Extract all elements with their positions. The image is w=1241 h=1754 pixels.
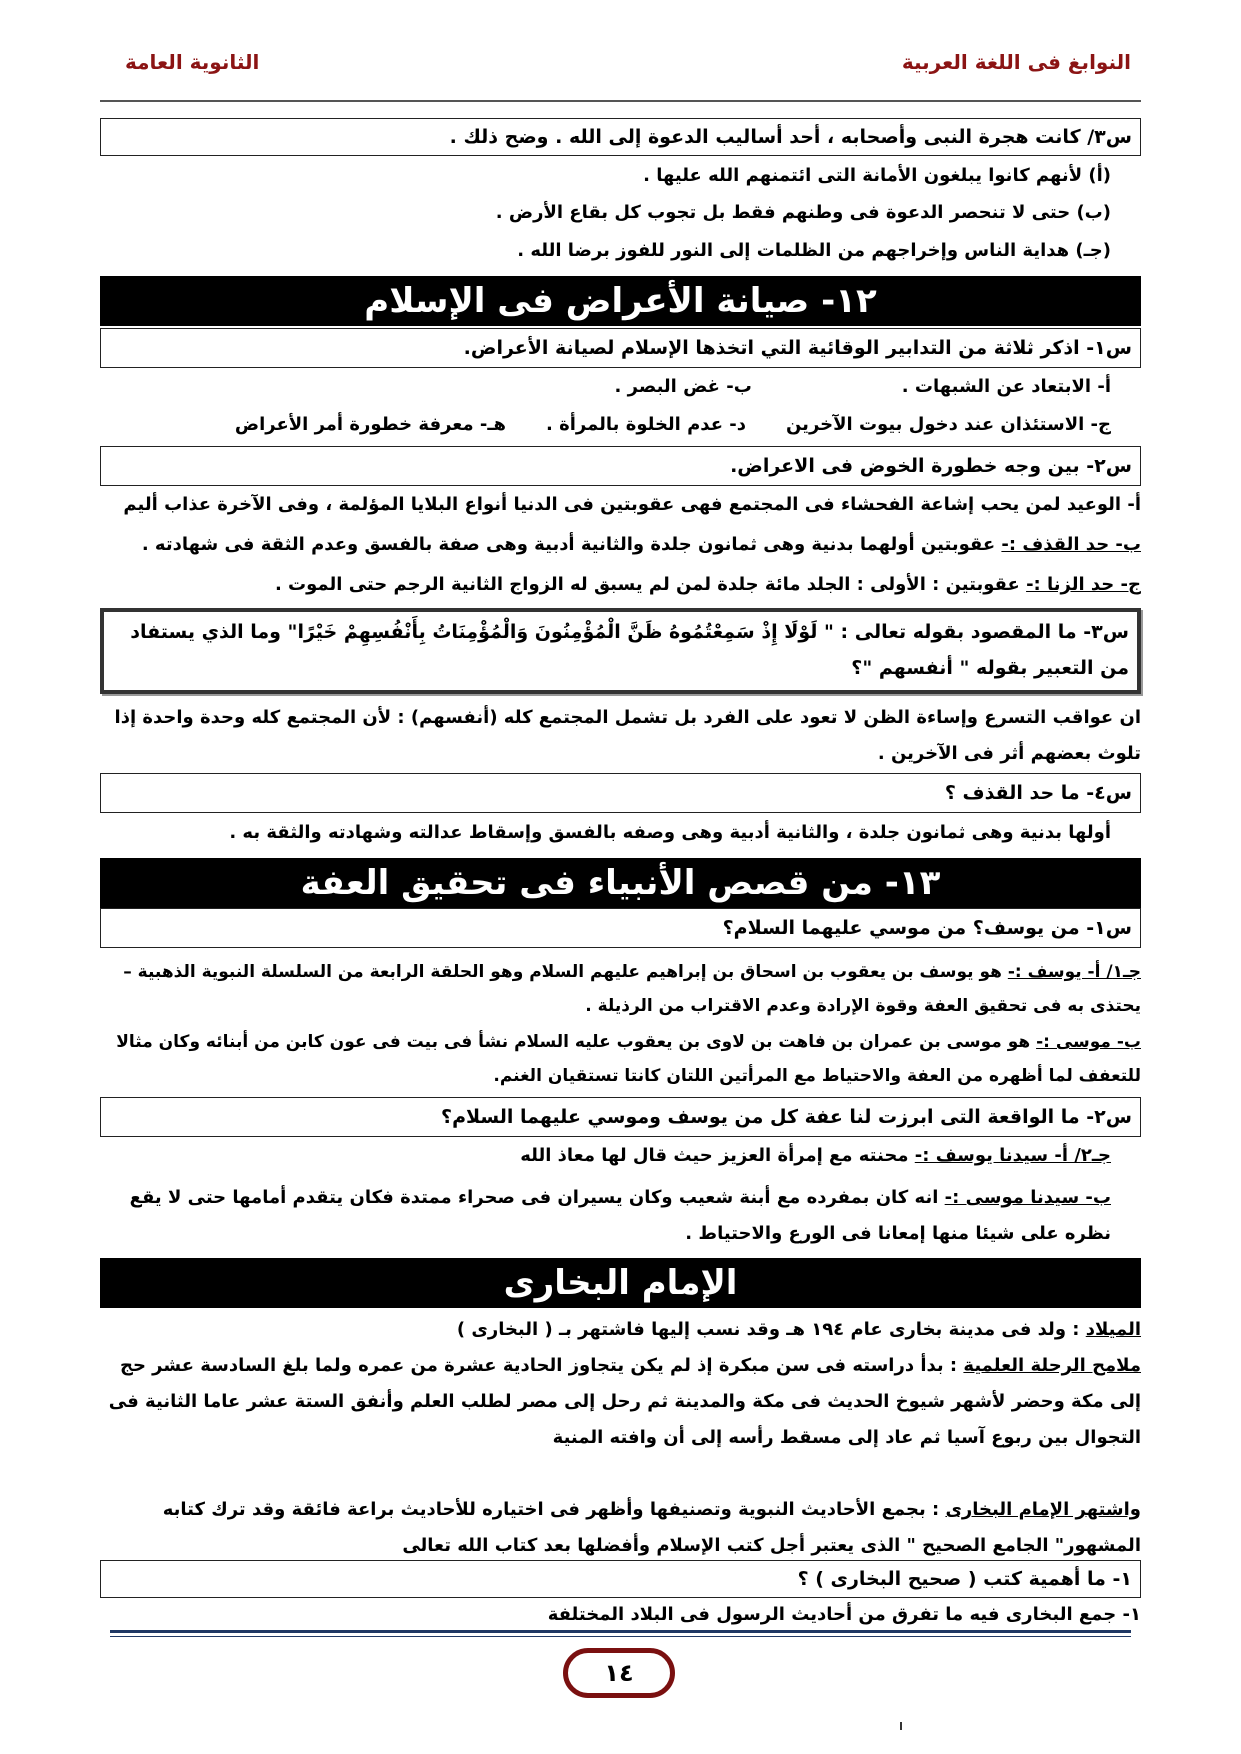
page-number: ١٤	[563, 1648, 675, 1698]
header-divider	[100, 100, 1141, 102]
answer-text: : بدأ دراسته فى سن مبكرة إذ لم يكن يتجاوز الحادية عشرة من عمره ولما بلغ السادسة عشر حج إلى مكة وحضر لأشهر شيوخ الحديث فى مكة والمدينة ثم رحل إلى مصر لطلب العلم وأنفق الستة عشر عاما الثانية فى التجوال بين ربوع آسيا ثم عاد إلى مسقط رأسه إلى أن وافته المنية	[108, 1355, 1141, 1448]
question-box: س٢- ما الواقعة التى ابرزت لنا عفة كل من يوسف وموسي عليهما السلام؟	[100, 1097, 1141, 1137]
answer-paragraph	[100, 1312, 1141, 1348]
answer-paragraph	[100, 955, 1141, 1023]
term-label: ب- حد القذف :-	[1001, 534, 1141, 555]
answer-line	[100, 1145, 1111, 1166]
answer-line: (جـ) هداية الناس وإخراجهم من الظلمات إلى النور للفوز برضا الله .	[517, 240, 1111, 261]
header-title-left: الثانوية العامة	[125, 50, 260, 74]
answer-item: ب- غض البصر .	[614, 376, 752, 397]
section-heading: ١٣- من قصص الأنبياء فى تحقيق العفة	[100, 858, 1141, 908]
question-box: س٤- ما حد القذف ؟	[100, 773, 1141, 813]
answer-text: انه كان بمفرده مع أبنة شعيب وكان يسيران فى صحراء ممتدة فكان يتقدم أمامها حتى لا يقع نظره على شيئا منها إمعانا فى الورع والاحتياط .	[129, 1187, 1111, 1244]
answer-paragraph	[100, 1025, 1141, 1093]
question-box: س٣/ كانت هجرة النبى وأصحابه ، أحد أساليب الدعوة إلى الله . وضح ذلك .	[100, 118, 1141, 156]
answer-text: محنته مع إمرأة العزيز حيث قال لها معاذ الله	[520, 1145, 915, 1166]
answer-line: (أ) لأنهم كانوا يبلغون الأمانة التى ائتمنهم الله عليها .	[643, 165, 1111, 186]
question-box: س٣- ما المقصود بقوله تعالى : " لَوْلَا إِذْ سَمِعْتُمُوهُ ظَنَّ الْمُؤْمِنُونَ وَالْمُؤْمِنَاتُ بِأَنْفُسِهِمْ خَيْرًا" وما الذي يستفاد من التعبير بقوله " أنفسهم "؟	[100, 608, 1141, 694]
term-label: ب- سيدنا موسى :-	[944, 1187, 1111, 1208]
answer-text: هو موسى بن عمران بن فاهت بن لاوى بن يعقوب عليه السلام نشأ فى بيت فى عون كابن من أبنائه وكان مثالا للتعفف لما أظهره من العفة والاحتياط مع المرأتين اللتان كانتا تستقيان الغنم.	[116, 1032, 1141, 1086]
term-label: ج- حد الزنا :-	[1026, 574, 1141, 595]
question-box: ١- ما أهمية كتب ( صحيح البخارى ) ؟	[100, 1560, 1141, 1598]
answer-text: : بجمع الأحاديث النبوية وتصنيفها وأظهر فى اختياره للأحاديث براعة فائقة وقد ترك كتابه المشهور" الجامع الصحيح " الذى يعتبر أجل كتب الإسلام وأفضلها بعد كتاب الله تعالى	[162, 1499, 1141, 1556]
answer-paragraph	[100, 1348, 1141, 1456]
answer-item: هـ- معرفة خطورة أمر الأعراض	[234, 414, 506, 435]
answer-item: د- عدم الخلوة بالمرأة .	[545, 414, 746, 435]
question-box: س١- من يوسف؟ من موسي عليهما السلام؟	[100, 908, 1141, 948]
section-heading: ١٢- صيانة الأعراض فى الإسلام	[100, 276, 1141, 326]
term-label: الميلاد	[1085, 1319, 1141, 1340]
term-label: جـ١/ أ- يوسف :-	[1007, 962, 1141, 982]
term-label: ب- موسى :-	[1036, 1032, 1141, 1052]
footer-rule	[110, 1630, 1131, 1633]
page-mark	[900, 1722, 902, 1730]
answer-line: أ- الوعيد لمن يحب إشاعة الفحشاء فى المجتمع فهى عقوبتين فى الدنيا أنواع البلايا المؤلمة ، وفى الآخرة عذاب أليم	[123, 494, 1141, 515]
header-title-right: النوابغ فى اللغة العربية	[901, 50, 1131, 74]
answer-line	[100, 574, 1141, 595]
answer-paragraph	[100, 1492, 1141, 1564]
answer-item: أ- الابتعاد عن الشبهات .	[901, 376, 1111, 397]
answer-paragraph: ان عواقب التسرع وإساءة الظن لا تعود على الفرد بل تشمل المجتمع كله (أنفسهم) : لأن المجتمع كله وحدة واحدة إذا تلوث بعضهم أثر فى الآخرين .	[114, 707, 1141, 764]
question-box: س٢- بين وجه خطورة الخوض فى الاعراض.	[100, 446, 1141, 486]
answer-line: (ب) حتى لا تنحصر الدعوة فى وطنهم فقط بل تجوب كل بقاع الأرض .	[495, 202, 1111, 223]
answer-line: أولها بدنية وهى ثمانون جلدة ، والثانية أدبية وهى وصفه بالفسق وإسقاط عدالته وشهادته والثقة به .	[229, 822, 1111, 843]
answer-line	[100, 376, 1111, 397]
answer-line	[100, 414, 1111, 435]
answer-text: عقوبتين أولهما بدنية وهى ثمانون جلدة والثانية أدبية وهى صفة بالفسق وعدم الثقة فى شهادته .	[141, 534, 1002, 555]
answer-line	[100, 534, 1141, 555]
answer-text: هو يوسف بن يعقوب بن اسحاق بن إبراهيم عليهم السلام وهو الحلقة الرابعة من السلسلة النبوية الذهبية – يحتذى به فى تحقيق العفة وقوة الإرادة وعدم الاقتراب من الرذيلة .	[123, 962, 1141, 1016]
term-label: ملامح الرحلة العلمية	[963, 1355, 1141, 1376]
answer-line: ١- جمع البخارى فيه ما تفرق من أحاديث الرسول فى البلاد المختلفة	[547, 1604, 1141, 1625]
question-box: س١- اذكر ثلاثة من التدابير الوقائية التي اتخذها الإسلام لصيانة الأعراض.	[100, 328, 1141, 368]
answer-paragraph	[100, 1180, 1111, 1252]
term-label: واشتهر الإمام البخارى	[945, 1499, 1141, 1520]
term-label: جـ٢/ أ- سيدنا يوسف :-	[914, 1145, 1111, 1166]
answer-item: ج- الاستئذان عند دخول بيوت الآخرين	[785, 414, 1111, 435]
section-heading: الإمام البخارى	[100, 1258, 1141, 1308]
answer-text: : ولد فى مدينة بخارى عام ١٩٤ هـ وقد نسب إليها فاشتهر بـ ( البخارى )	[456, 1319, 1086, 1340]
footer-rule	[110, 1636, 1131, 1637]
answer-text: عقوبتين : الأولى : الجلد مائة جلدة لمن لم يسبق له الزواج الثانية الرجم حتى الموت .	[274, 574, 1027, 595]
